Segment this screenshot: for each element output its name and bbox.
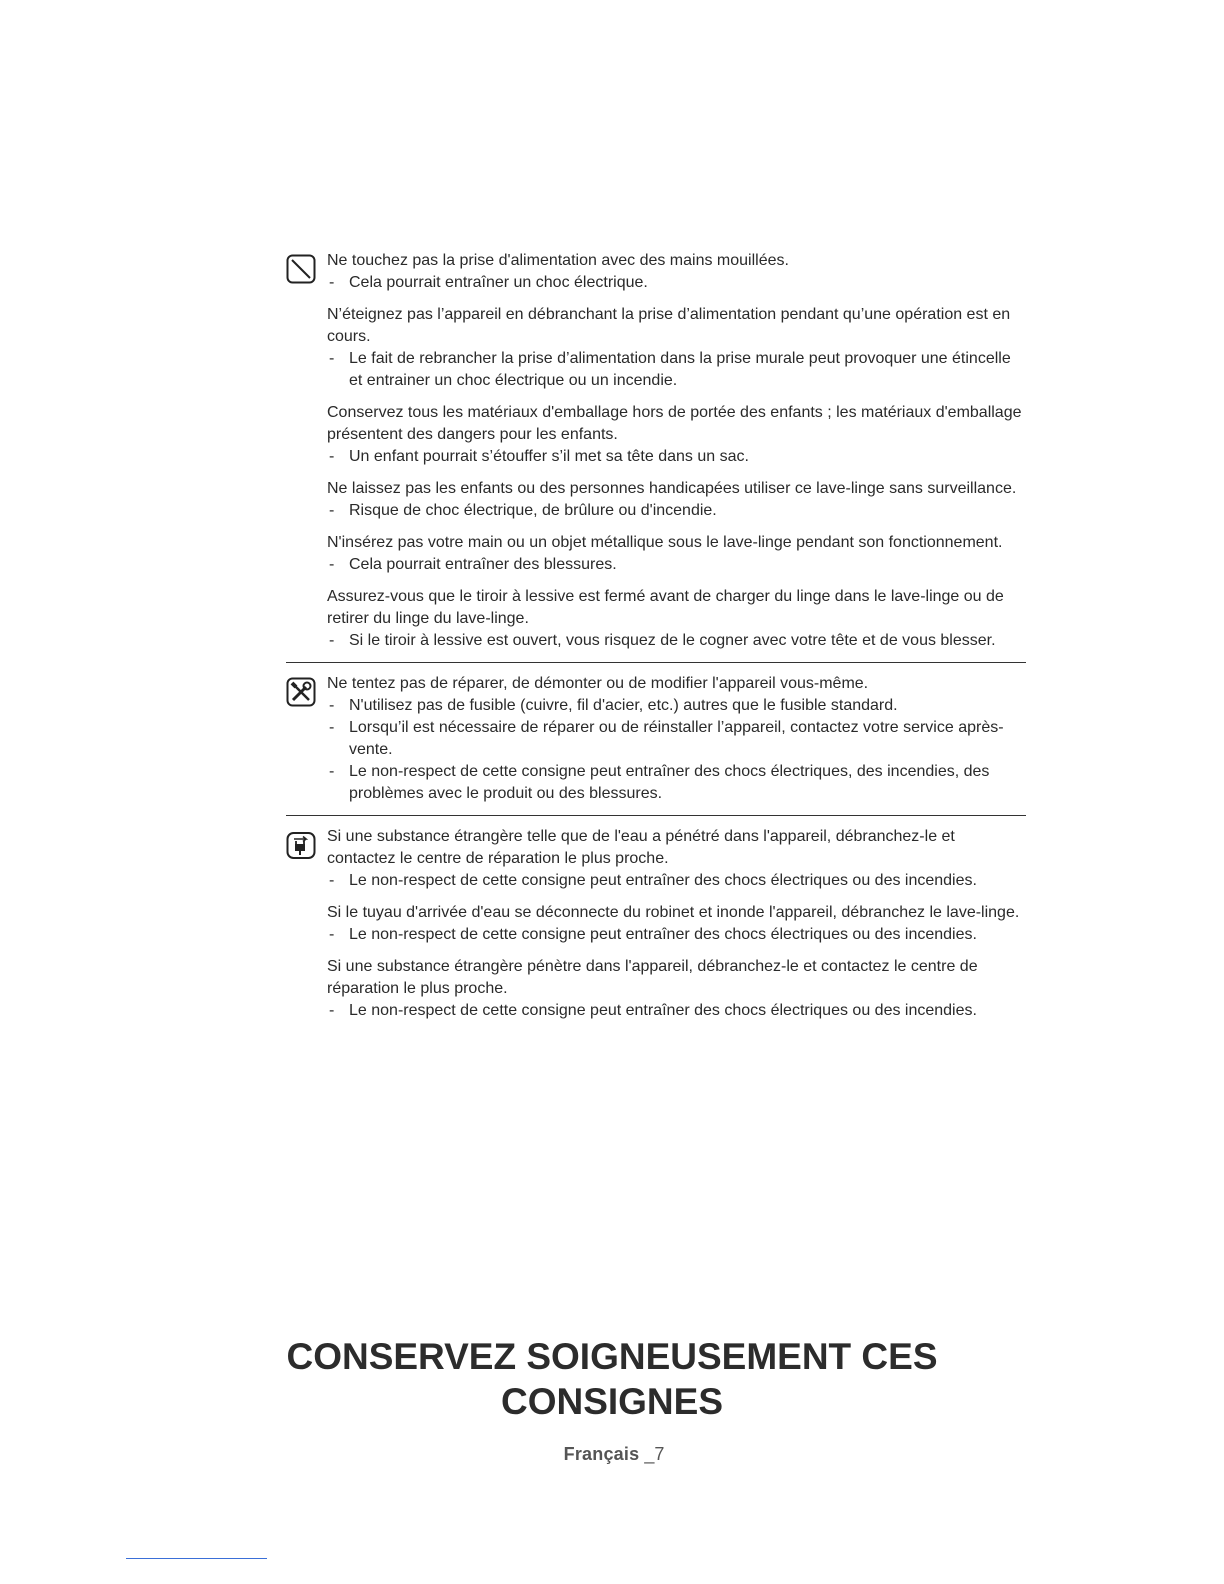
- warning-item: [327, 956, 1026, 1022]
- warning-bullet: - Cela pourrait entraîner des blessures.: [327, 554, 1026, 576]
- page-index: _7: [644, 1444, 665, 1464]
- warning-bullet: - Le non-respect de cette consigne peut entraîner des chocs électriques ou des incendies.: [327, 870, 1026, 892]
- section-divider: [286, 662, 1026, 663]
- warning-item: [327, 586, 1026, 652]
- warning-title: Conservez tous les matériaux d'emballage hors de portée des enfants ; les matériaux d'emballage présentent des dangers pour les enfants.: [327, 404, 1022, 443]
- scan-artifact-line: [126, 1558, 267, 1559]
- warning-title: Si une substance étrangère telle que de l'eau a pénétré dans l'appareil, débranchez-le et contactez le centre de réparation le plus proche.: [327, 828, 955, 867]
- warning-bullet: - Le non-respect de cette consigne peut entraîner des chocs électriques ou des incendies.: [327, 924, 1026, 946]
- warning-item: [327, 902, 1026, 946]
- warning-title: Assurez-vous que le tiroir à lessive est fermé avant de charger du linge dans le lave-linge ou de retirer du linge du lave-linge.: [327, 588, 1004, 627]
- warning-title: Ne touchez pas la prise d'alimentation avec des mains mouillées.: [327, 252, 789, 269]
- section-divider: [286, 815, 1026, 816]
- warning-item: [327, 304, 1026, 392]
- heading-line-1: CONSERVEZ SOIGNEUSEMENT CES: [286, 1336, 938, 1377]
- page-number: [0, 1444, 1224, 1465]
- warning-title: N’éteignez pas l’appareil en débranchant la prise d’alimentation pendant qu’une opération est en cours.: [327, 306, 1011, 345]
- warning-title: Ne laissez pas les enfants ou des personnes handicapées utiliser ce lave-linge sans surveillance.: [327, 480, 1017, 497]
- warning-item: [327, 402, 1026, 468]
- warning-bullet: - Le non-respect de cette consigne peut entraîner des chocs électriques ou des incendies.: [327, 1000, 1026, 1022]
- warning-bullet: - Risque de choc électrique, de brûlure ou d'incendie.: [327, 500, 1026, 522]
- warning-title: N'insérez pas votre main ou un objet métallique sous le lave-linge pendant son fonctionnement.: [327, 534, 1003, 551]
- warning-item: [327, 673, 1026, 805]
- warning-bullet: - Le non-respect de cette consigne peut entraîner des chocs électriques, des incendies, des problèmes avec le produit ou des blessures.: [327, 761, 1026, 805]
- warning-title: Ne tentez pas de réparer, de démonter ou de modifier l'appareil vous-même.: [327, 675, 869, 692]
- warning-title: Si le tuyau d'arrivée d'eau se déconnecte du robinet et inonde l'appareil, débranchez le lave-linge.: [327, 904, 1020, 921]
- safety-content: [286, 250, 1026, 1032]
- warning-section-unplug: [286, 826, 1026, 1022]
- warning-bullet: - N'utilisez pas de fusible (cuivre, fil d'acier, etc.) autres que le fusible standard.: [327, 695, 1026, 717]
- warning-item: [327, 478, 1026, 522]
- warning-bullet: - Si le tiroir à lessive est ouvert, vous risquez de le cogner avec votre tête et de vous blesser.: [327, 630, 1026, 652]
- warning-bullet: - Le fait de rebrancher la prise d’alimentation dans la prise murale peut provoquer une étincelle et entrainer un choc électrique ou un incendie.: [327, 348, 1026, 392]
- warning-item: [327, 532, 1026, 576]
- no-touch-icon: [286, 254, 318, 286]
- warning-section-no-touch: [286, 250, 1026, 652]
- warning-item: [327, 250, 1026, 294]
- warning-title: Si une substance étrangère pénètre dans l'appareil, débranchez-le et contactez le centre de réparation le plus proche.: [327, 958, 978, 997]
- save-instructions-heading: [0, 1334, 1224, 1424]
- page-language: Français: [563, 1444, 640, 1464]
- warning-bullet: - Lorsqu’il est nécessaire de réparer ou de réinstaller l’appareil, contactez votre service après-vente.: [327, 717, 1026, 761]
- warning-bullet: - Un enfant pourrait s’étouffer s’il met sa tête dans un sac.: [327, 446, 1026, 468]
- warning-item: [327, 826, 1026, 892]
- no-disassembly-icon: [286, 677, 318, 709]
- warning-section-no-disassembly: [286, 673, 1026, 805]
- unplug-icon: [286, 830, 318, 862]
- heading-line-2: CONSIGNES: [500, 1381, 724, 1422]
- warning-bullet: - Cela pourrait entraîner un choc électrique.: [327, 272, 1026, 294]
